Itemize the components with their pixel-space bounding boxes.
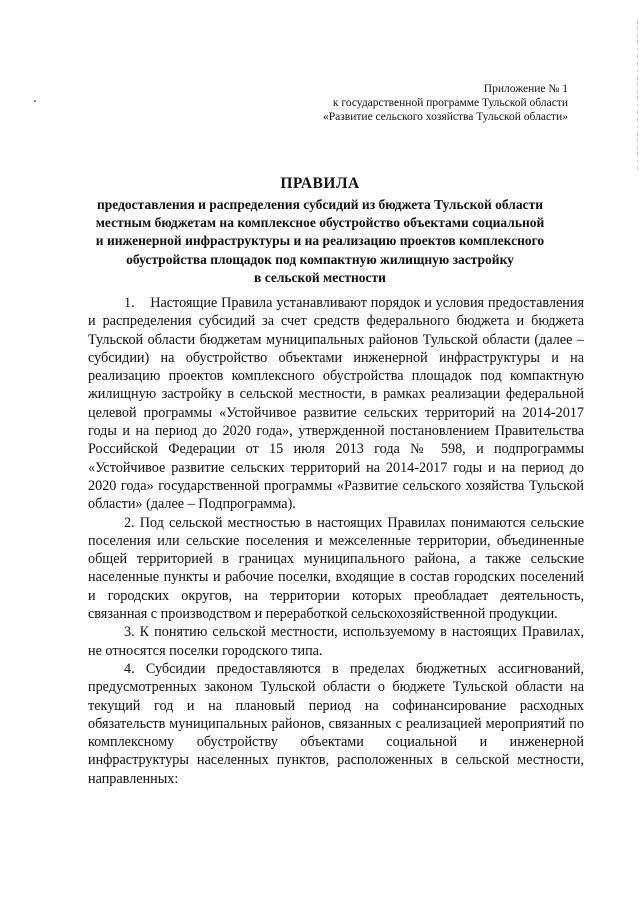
appendix-header [238, 82, 568, 124]
document-title-block [60, 174, 580, 287]
scan-artifact-edge [637, 20, 638, 170]
appendix-program-name: «Развитие сельского хозяйства Тульской области» [323, 111, 568, 123]
paragraph-1: 1. Настоящие Правила устанавливают порядок и условия предоставления и распределения субсидий за счет средств федерального бюджета и бюджета Тульской области бюджетам муниципальных районов Тульской области (далее – субсидии) на обустройство объектами инженерной инфраструктуры и на реализацию проектов комплексного обустройства площадок под компактную жилищную застройку в сельской местности, в рамках реализации федеральной целевой программы «Устойчивое развитие сельских территорий на 2014-2017 годы и на период до 2020 года», утвержденной постановлением Правительства Российской Федерации от 15 июля 2013 года № 598, и подпрограммы «Устойчивое развитие сельских территорий на 2014-2017 годы и на период до 2020 года» государственной программы «Развитие сельского хозяйства Тульской области» (далее – Подпрограмма). [88, 295, 584, 513]
appendix-number: Приложение № 1 [483, 83, 568, 95]
document-subtitle-line: обустройства площадок под компактную жилищную застройку [126, 251, 514, 267]
paragraph-2: 2. Под сельской местностью в настоящих Правилах понимаются сельские поселения или сельские поселения и межселенные территории, объединенные общей территорией в границах муниципального района, а также сельские населенные пункты и рабочие поселки, входящие в состав городских поселений и городских округов, на территории которых преобладает деятельность, связанная с производством и переработкой сельскохозяйственной продукции. [88, 514, 584, 623]
document-body [88, 294, 584, 788]
paragraph-4: 4. Субсидии предоставляются в пределах бюджетных ассигнований, предусмотренных законом Тульской области о бюджете Тульской области на текущий год и на плановый период на софинансирование расходных обязательств муниципальных районов, связанных с реализацией мероприятий по комплексному обустройству объектами социальной и инженерной инфраструктуры населенных пунктов, расположенных в сельской местности, направленных: [88, 660, 584, 787]
document-subtitle-line: и инженерной инфраструктуры и на реализацию проектов комплексного [95, 233, 545, 249]
document-subtitle-line: в сельской местности [254, 269, 386, 285]
document-subtitle-line: местным бюджетам на комплексное обустройство объектами социальной [95, 215, 545, 231]
scan-artifact-dot [34, 100, 36, 102]
paragraph-3: 3. К понятию сельской местности, используемому в настоящих Правилах, не относятся поселки городского типа. [88, 624, 584, 659]
document-subtitle-line: предоставления и распределения субсидий из бюджета Тульской области [97, 197, 543, 212]
appendix-program-reference: к государственной программе Тульской области [332, 97, 568, 109]
document-title: ПРАВИЛА [280, 175, 360, 192]
